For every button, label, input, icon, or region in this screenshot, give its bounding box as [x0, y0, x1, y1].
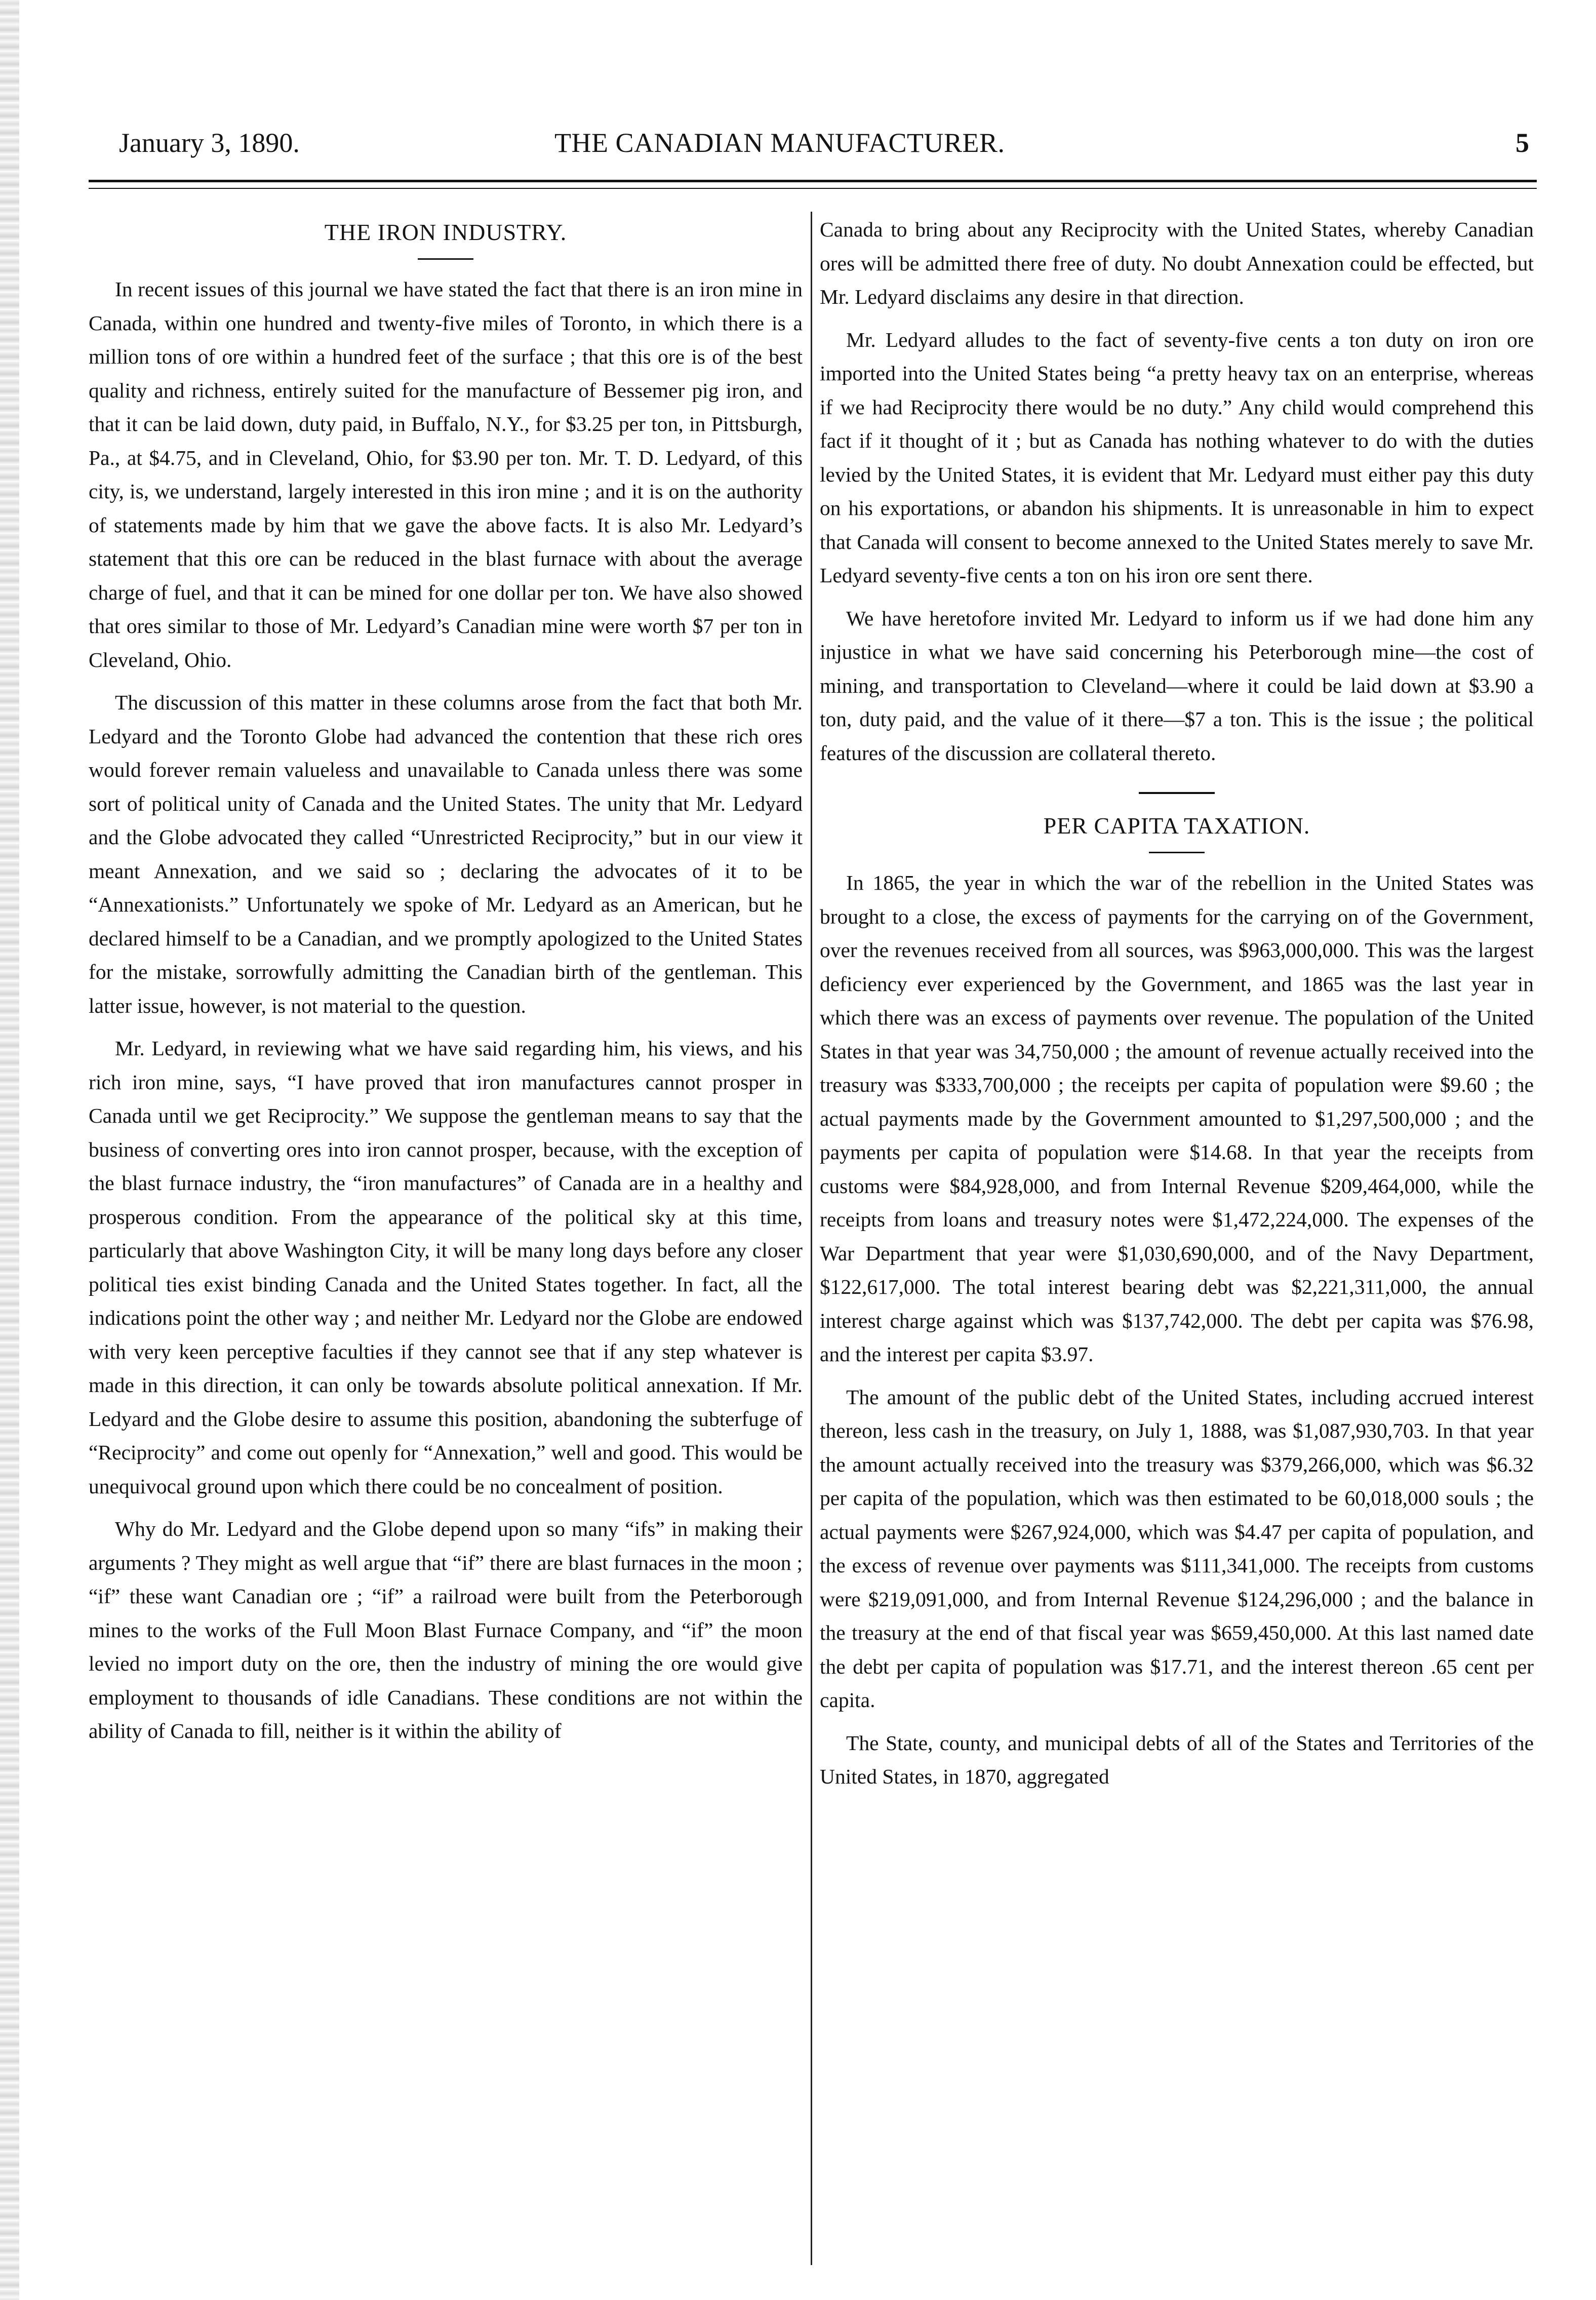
iron-industry-paragraph-1: In recent issues of this journal we have stated the fact that there is an iron mine in Canada, within one hundred and twenty-five miles of Toronto, in which there is a million tons of ore within a hundred feet of the surface ; that this ore is of the best quality and richness, entirely suited for the manufacture of Bessemer pig iron, and that it can be laid down, duty paid, in Buffalo, N.Y., for $3.25 per ton, in Pittsburgh, Pa., at $4.75, and in Cleveland, Ohio, for $3.90 per ton. Mr. T. D. Ledyard, of this city, is, we understand, largely interested in this iron mine ; and it is on the authority of statements made by him that we gave the above facts. It is also Mr. Ledyard’s statement that this ore can be reduced in the blast furnace with about the average charge of fuel, and that it can be mined for one dollar per ton. We have also showed that ores similar to those of Mr. Ledyard’s Canadian mine were worth $7 per ton in Cleveland, Ohio. [89, 277, 803, 671]
iron-industry-paragraph-4-continuation: Canada to bring about any Reciprocity with the United States, whereby Canadian ores will be admitted there free of duty. No doubt Annexation could be effected, but Mr. Ledyard disclaims any desire in that direction. [820, 218, 1534, 308]
iron-industry-paragraph-3: Mr. Ledyard, in reviewing what we have said regarding him, his views, and his rich iron mine, says, “I have proved that iron manufactures cannot prosper in Canada until we get Reciprocity.” We suppose the gentleman means to say that the business of converting ores into iron cannot prosper, because, with the exception of the blast furnace industry, the “iron manufactures” of Canada are in a healthy and prosperous condition. From the appearance of the political sky at this time, particularly that above Washington City, it will be many long days before any closer political ties exist binding Canada and the United States together. In fact, all the indications point the other way ; and neither Mr. Ledyard nor the Globe are endowed with very keen perceptive faculties if they cannot see that if any step whatever is made in this direction, it can only be towards absolute political annexation. If Mr. Ledyard and the Globe desire to assume this position, abandoning the subterfuge of “Reciprocity” and come out openly for “Annexation,” well and good. This would be unequivocal ground upon which there could be no concealment of position. [89, 1037, 803, 1498]
section-divider [1139, 792, 1215, 794]
article-title-per-capita-taxation: PER CAPITA TAXATION. [1043, 813, 1310, 839]
title-rule-iron-industry [418, 258, 473, 260]
page-number: 5 [1515, 128, 1529, 158]
issue-date: January 3, 1890. [119, 128, 300, 158]
running-header [119, 124, 1529, 162]
iron-industry-paragraph-5: Mr. Ledyard alludes to the fact of seventy-five cents a ton duty on iron ore imported into the United States being “a pretty heavy tax on an enterprise, whereas if we had Reciprocity there would be no duty.” Any child would comprehend this fact if it thought of it ; but as Canada has nothing whatever to do with the duties levied by the United States, it is evident that Mr. Ledyard must either pay this duty on his exportations, or abandon his shipments. It is unreasonable in him to expect that Canada will consent to become annexed to the United States merely to save Mr. Ledyard seventy-five cents a ton on his iron ore sent there. [820, 328, 1534, 587]
taxation-paragraph-1: In 1865, the year in which the war of the rebellion in the United States was brought to a close, the excess of payments for the carrying on of the Government, over the revenues received from all sources, was $963,000,000. This was the largest deficiency ever experienced by the Government, and 1865 was the last year in which there was an excess of payments over revenue. The population of the United States in that year was 34,750,000 ; the amount of revenue actually received into the treasury was $333,700,000 ; the receipts per capita of population were $9.60 ; the actual payments made by the Government amounted to $1,297,500,000 ; and the payments per capita of population were $14.68. In that year the receipts from customs were $84,928,000, and from Internal Revenue $209,464,000, while the receipts from loans and treasury notes were $1,472,224,000. The expenses of the War Department that year were $1,030,690,000, and of the Navy Department, $122,617,000. The total interest bearing debt was $2,221,311,000, the annual interest charge against which was $137,742,000. The debt per capita was $76.98, and the interest per capita $3.97. [820, 871, 1534, 1366]
taxation-paragraph-3: The State, county, and municipal debts of all of the States and Territories of the United States, in 1870, aggregated [820, 1731, 1534, 1788]
iron-industry-paragraph-6: We have heretofore invited Mr. Ledyard to inform us if we had done him any injustice in what we have said concerning his Peterborough mine—the cost of mining, and transportation to Cleveland—where it could be laid down at $3.90 a ton, duty paid, and the value of it there—$7 a ton. This is the issue ; the political features of the discussion are collateral thereto. [820, 606, 1534, 765]
iron-industry-paragraph-2: The discussion of this matter in these columns arose from the fact that both Mr. Ledyard and the Toronto Globe had advanced the contention that these rich ores would forever remain valueless and unavailable to Canada unless there was some sort of political unity of Canada and the United States. The unity that Mr. Ledyard and the Globe advocated they called “Unrestricted Reciprocity,” but in our view it meant Annexation, and we said so ; declaring the advocates of it to be “Annexationists.” Unfortunately we spoke of Mr. Ledyard as an American, but he declared himself to be a Canadian, and we promptly apologized to the United States for the mistake, sorrowfully admitting the Canadian birth of the gentleman. This latter issue, however, is not material to the question. [89, 691, 803, 1017]
header-rule-thin [89, 188, 1537, 189]
journal-title: THE CANADIAN MANUFACTURER. [554, 128, 1005, 158]
title-rule-per-capita-taxation [1149, 852, 1205, 853]
iron-industry-paragraph-4: Why do Mr. Ledyard and the Globe depend upon so many “ifs” in making their arguments ? They might as well argue that “if” there are blast furnaces in the moon ; “if” these want Canadian ore ; “if” a railroad were built from the Peterborough mines to the works of the Full Moon Blast Furnace Company, and “if” the moon levied no import duty on the ore, then the industry of mining the ore would give employment to thousands of idle Canadians. These conditions are not within the ability of Canada to fill, neither is it within the ability of [89, 1517, 803, 1742]
column-divider [811, 212, 812, 2265]
left-column [89, 213, 803, 1757]
right-column [820, 213, 1534, 1803]
taxation-paragraph-2: The amount of the public debt of the United States, including accrued interest thereon, less cash in the treasury, on July 1, 1888, was $1,087,930,703. In that year the amount actually received into the treasury was $379,266,000, which was $6.32 per capita of the population, which was then estimated to be 60,018,000 souls ; the actual payments were $267,924,000, which was $4.47 per capita of population, and the excess of revenue over payments was $111,341,000. The receipts from customs were $219,091,000, and from Internal Revenue $124,296,000 ; and the balance in the treasury at the end of that fiscal year was $659,450,000. At this last named date the debt per capita of population was $17.71, and the interest thereon .65 cent per capita. [820, 1385, 1534, 1712]
article-title-iron-industry: THE IRON INDUSTRY. [324, 219, 567, 245]
scanned-binding-edge [0, 0, 19, 2300]
header-rule-thick [89, 180, 1537, 182]
